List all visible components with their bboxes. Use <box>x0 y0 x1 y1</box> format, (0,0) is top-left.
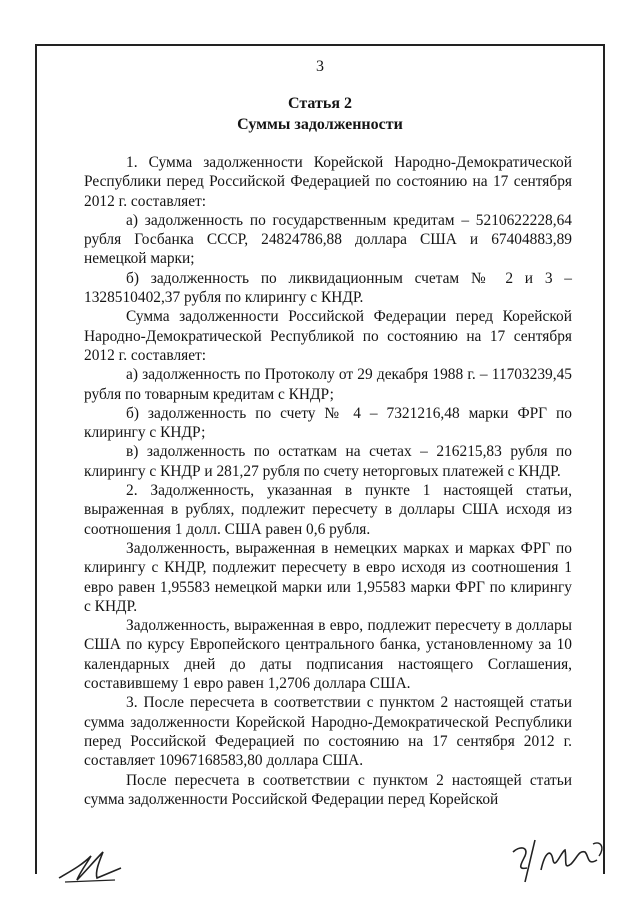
signature-right <box>505 830 610 890</box>
paragraph: б) задолженность по ликвидационным счетам № 2 и 3 – 1328510402,37 рубля по клирингу с КНДР. <box>84 269 572 307</box>
page-number: 3 <box>316 58 324 75</box>
document-body <box>84 153 572 809</box>
paragraph: б) задолженность по счету № 4 – 7321216,48 марки ФРГ по клирингу с КНДР; <box>84 404 572 442</box>
paragraph: Задолженность, выраженная в немецких марках и марках ФРГ по клирингу с КНДР, подлежит пересчету в евро исходя из соотношения 1 евро равен 1,95583 немецкой марки или 1,95583 марки ФРГ по клирингу с КНДР. <box>84 539 572 615</box>
paragraph: После пересчета в соответствии с пунктом 2 настоящей статьи сумма задолженности Российской Федерации перед Корейской <box>84 771 572 808</box>
article-subtitle: Суммы задолженности <box>237 116 403 133</box>
paragraph: 1. Сумма задолженности Корейской Народно-Демократической Республики перед Российской Федерацией по состоянию на 17 сентября 2012 г. составляет: <box>84 154 572 210</box>
paragraph: в) задолженность по остаткам на счетах – 216215,83 рубля по клирингу с КНДР и 281,27 рубля по счету неторговых платежей с КНДР. <box>84 443 572 480</box>
paragraph: Сумма задолженности Российской Федерации перед Корейской Народно-Демократической Республикой по состоянию на 17 сентября 2012 г. составляет: <box>84 308 572 364</box>
paragraph: а) задолженность по государственным кредитам – 5210622228,64 рубля Госбанка СССР, 24824786,88 доллара США и 67404883,89 немецкой марки; <box>84 211 572 268</box>
paragraph: 3. После пересчета в соответствии с пунктом 2 настоящей статьи сумма задолженности Корейской Народно-Демократической Республики перед Российской Федерацией по состоянию на 17 сентября 2012 г. составляет 10967168583,80 доллара США. <box>84 694 572 770</box>
article-title: Статья 2 <box>288 95 352 112</box>
paragraph: Задолженность, выраженная в евро, подлежит пересчету в доллары США по курсу Европейского центрального банка, установленному за 10 календарных дней до даты подписания настоящего Соглашения, составившему 1 евро равен 1,2706 доллара США. <box>84 617 572 693</box>
paragraph: 2. Задолженность, указанная в пункте 1 настоящей статьи, выраженная в рублях, подлежит пересчету в доллары США исходя из соотношения 1 долл. США равен 0,6 рубля. <box>84 482 572 538</box>
paragraph: а) задолженность по Протоколу от 29 декабря 1988 г. – 11703239,45 рубля по товарным кредитам с КНДР; <box>84 366 572 403</box>
signature-left <box>55 838 125 888</box>
